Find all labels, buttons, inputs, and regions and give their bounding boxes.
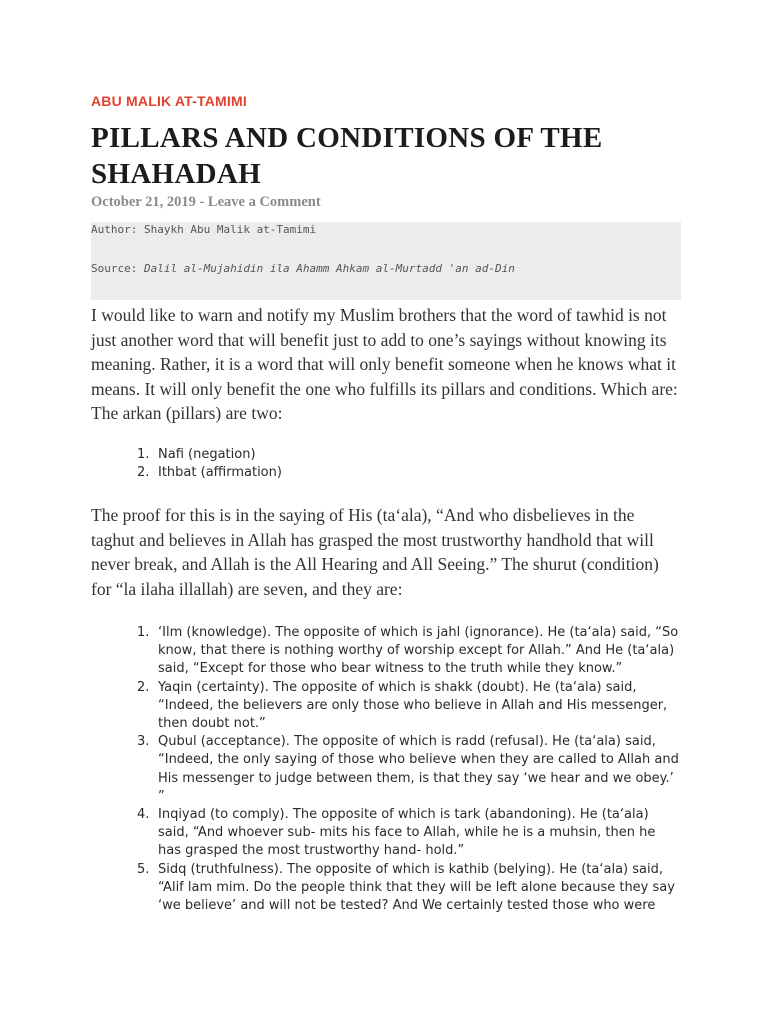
article-title: PILLARS AND CONDITIONS OF THE SHAHADAH bbox=[91, 122, 603, 190]
intro-paragraph: I would like to warn and notify my Muslim brothers that the word of tawhid is not just another word that will benefit just to add to one’s sayings without knowing its meaning. Rather, it is a word that will only benefit someone when he knows what it means. It will only benefit the one who fulfills its pillars and conditions. Which are: The arkan (pillars) are two: bbox=[91, 305, 678, 423]
list-item bbox=[91, 446, 681, 464]
list-number: 4. bbox=[137, 807, 150, 823]
source-box bbox=[91, 222, 681, 300]
list-item-text: Qubul (acceptance). The opposite of which is radd (refusal). He (ta‘ala) said, “Indeed, the only saying of those who believe when they are called to Allah and His messenger to judge between them, is that they say ‘we hear and we obey.’ ” bbox=[158, 734, 679, 804]
list-item bbox=[91, 679, 681, 734]
list-item-text: ‘Ilm (knowledge). The opposite of which is jahl (ignorance). He (ta‘ala) said, “So know, that there is nothing worthy of worship except for Allah.” And He (ta‘ala) said, “Except for those who bear witness to the truth while they know.” bbox=[158, 625, 679, 677]
list-item-text: Sidq (truthfulness). The opposite of which is kathib (belying). He (ta‘ala) said, “Alif lam mim. Do the people think that they will be left alone because they say ‘we believe’ and will not be tested? And We certainly tested those who were bbox=[158, 861, 675, 914]
proof-paragraph: The proof for this is in the saying of His (ta‘ala), “And who disbelieves in the taghut and believes in Allah has grasped the most trustworthy handhold that will never break, and Allah is the All Hearing and All Seeing.” The shurut (condition) for “la ilaha illallah) are seven, and they are: bbox=[91, 505, 659, 599]
list-item bbox=[91, 464, 681, 482]
list-number: 1. bbox=[137, 625, 150, 640]
list-number: 3. bbox=[137, 734, 150, 750]
source-title: Dalil al-Mujahidin ila Ahamm Ahkam al-Murtadd 'an ad-Din bbox=[143, 262, 515, 275]
category-link[interactable]: ABU MALIK AT-TAMIMI bbox=[91, 93, 247, 109]
post-meta[interactable]: October 21, 2019 - Leave a Comment bbox=[91, 194, 321, 210]
list-number: 5. bbox=[137, 861, 150, 877]
list-item bbox=[91, 861, 681, 916]
list-number: 2. bbox=[137, 679, 150, 695]
author-line: Author: Shaykh Abu Malik at-Tamimi bbox=[91, 223, 317, 236]
source-label: Source: bbox=[91, 262, 144, 275]
list-item bbox=[91, 624, 681, 679]
list-item-text: Yaqin (certainty). The opposite of which is shakk (doubt). He (ta‘ala) said, “Indeed, the believers are only those who believe in Allah and His messenger, then doubt not.” bbox=[158, 679, 668, 732]
pillars-list bbox=[91, 446, 681, 482]
list-number: 2. bbox=[137, 465, 150, 481]
conditions-list bbox=[91, 624, 681, 915]
list-item bbox=[91, 806, 681, 861]
list-item-text: Ithbat (affirmation) bbox=[158, 465, 282, 481]
list-number: 1. bbox=[137, 447, 150, 462]
list-item bbox=[91, 733, 681, 806]
source-line bbox=[91, 262, 515, 275]
list-item-text: Nafi (negation) bbox=[158, 447, 256, 462]
list-item-text: Inqiyad (to comply). The opposite of which is tark (abandoning). He (ta‘ala) said, “And whoever sub- mits his face to Allah, while he is a muhsin, then he has grasped the most trustworthy hand- hold.” bbox=[158, 807, 656, 859]
